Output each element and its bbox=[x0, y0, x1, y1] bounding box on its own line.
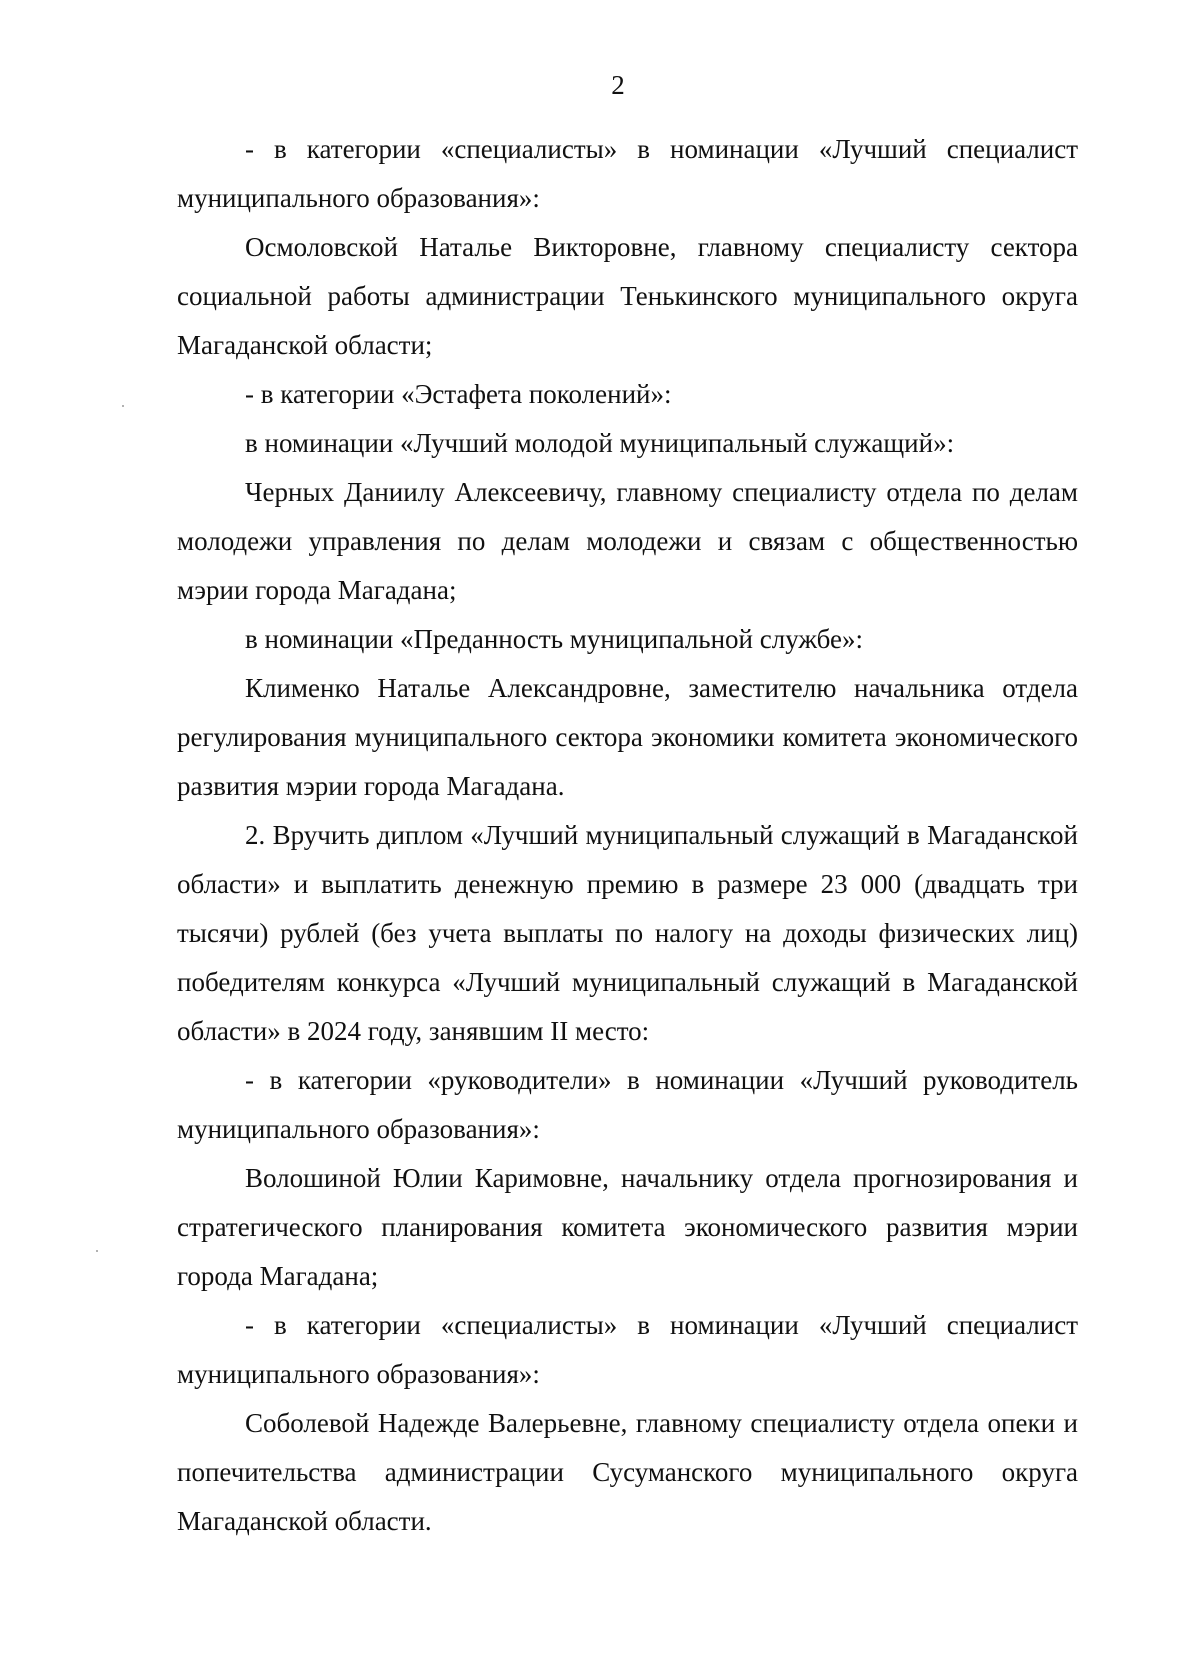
paragraph-soboleva: Соболевой Надежде Валерьевне, главному специалисту отдела опеки и попечительства администрации Сусуманского муниципального округа Магаданской области. bbox=[177, 1408, 1078, 1536]
paragraph-voloshina: Волошиной Юлии Каримовне, начальнику отдела прогнозирования и стратегического планирования комитета экономического развития мэрии города Магадана; bbox=[177, 1163, 1078, 1291]
scan-speck bbox=[122, 405, 124, 407]
paragraph-chernykh: Черных Даниилу Алексеевичу, главному специалисту отдела по делам молодежи управления по делам молодежи и связам с общественностью мэрии города Магадана; bbox=[177, 477, 1078, 605]
document-body bbox=[177, 125, 1078, 1546]
paragraph-category-relay: - в категории «Эстафета поколений»: bbox=[245, 379, 672, 409]
paragraph-nomination-devotion: в номинации «Преданность муниципальной службе»: bbox=[245, 624, 864, 654]
paragraph-nomination-young: в номинации «Лучший молодой муниципальный служащий»: bbox=[245, 428, 955, 458]
paragraph-category-specialists-2: - в категории «специалисты» в номинации «Лучший специалист муниципального образования»: bbox=[177, 1310, 1078, 1389]
paragraph-item-2: 2. Вручить диплом «Лучший муниципальный служащий в Магаданской области» и выплатить денежную премию в размере 23 000 (двадцать три тысячи) рублей (без учета выплаты по налогу на доходы физических лиц) победителям конкурса «Лучший муниципальный служащий в Магаданской области» в 2024 году, занявшим II место: bbox=[177, 820, 1078, 1046]
scan-speck bbox=[96, 1250, 98, 1252]
paragraph-osmolovskaya: Осмоловской Наталье Викторовне, главному специалисту сектора социальной работы администрации Тенькинского муниципального округа Магаданской области; bbox=[177, 232, 1078, 360]
paragraph-klimenko: Клименко Наталье Александровне, заместителю начальника отдела регулирования муниципального сектора экономики комитета экономического развития мэрии города Магадана. bbox=[177, 673, 1078, 801]
page-number: 2 bbox=[611, 70, 625, 100]
paragraph-category-managers: - в категории «руководители» в номинации «Лучший руководитель муниципального образования»: bbox=[177, 1065, 1078, 1144]
paragraph-category-specialists-1: - в категории «специалисты» в номинации «Лучший специалист муниципального образования»: bbox=[177, 134, 1078, 213]
